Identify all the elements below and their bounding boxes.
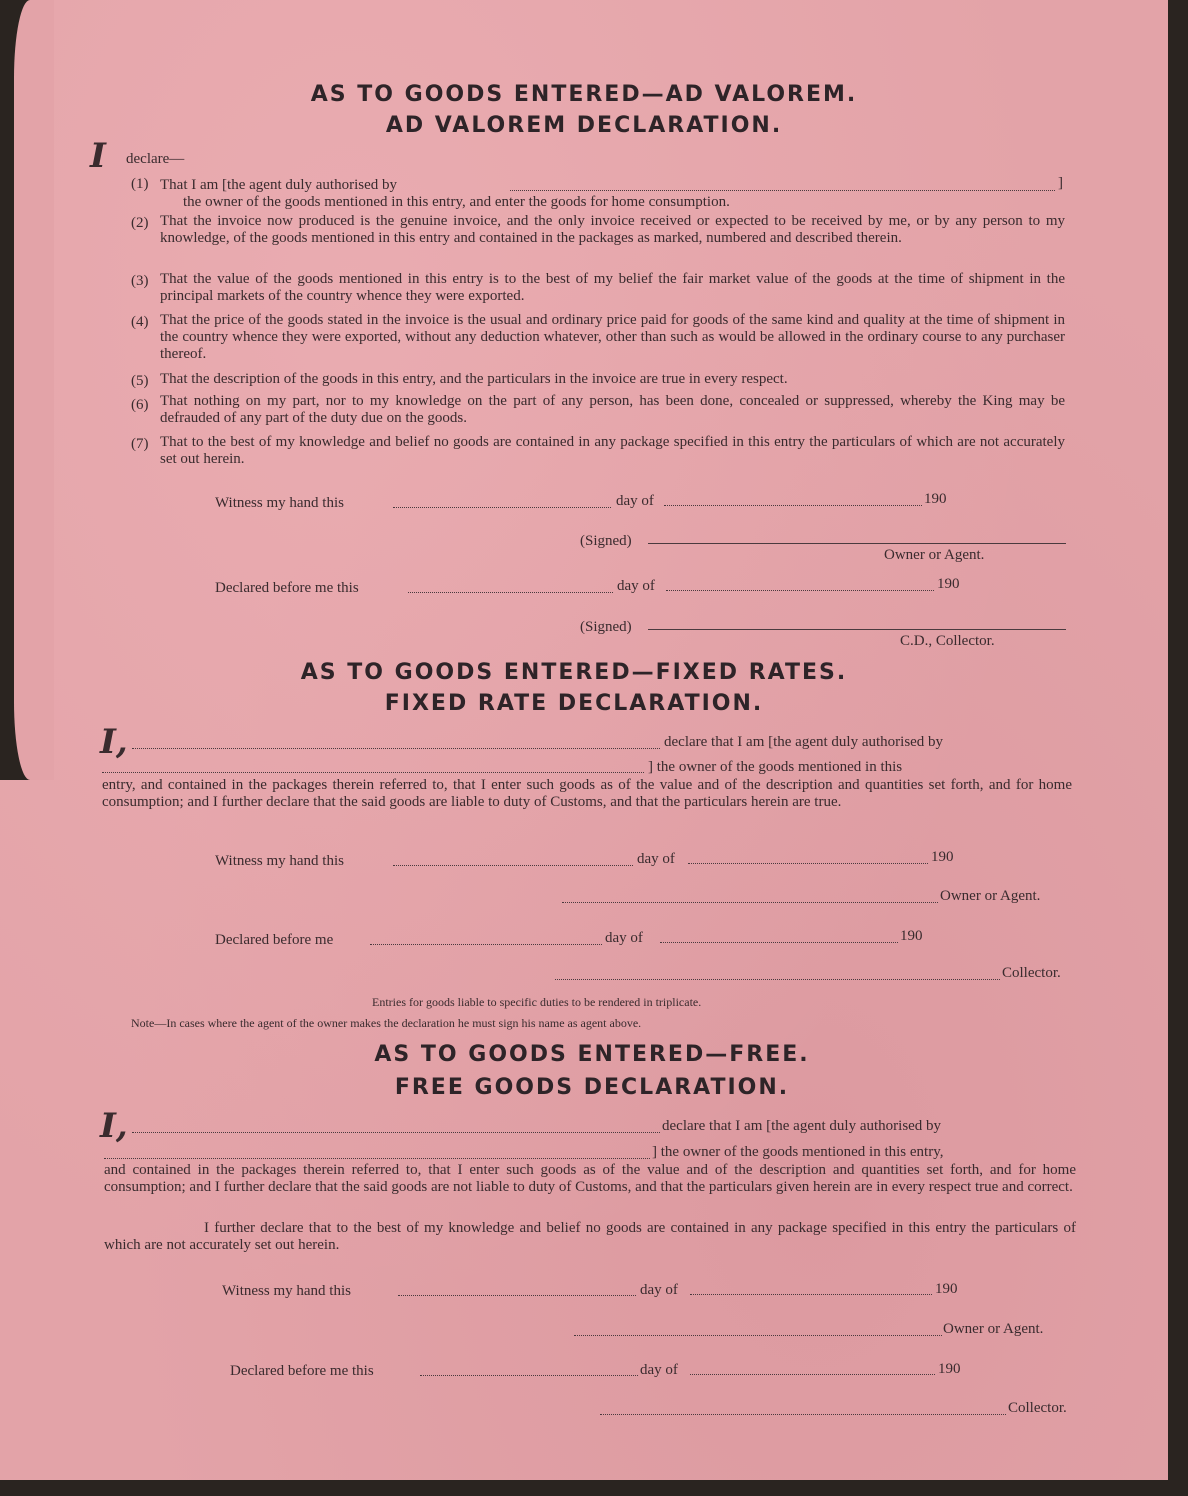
declared-day-field[interactable]	[408, 592, 613, 593]
year-label: 190	[938, 1361, 961, 1377]
owner-name-field[interactable]	[102, 772, 644, 773]
witness-day-field[interactable]	[393, 507, 611, 508]
initial-letter: I	[90, 136, 106, 176]
item-text-2: That the invoice now produced is the genuine invoice, and the only invoice received or expected to be received by me, or by any person to my knowledge, of the goods mentioned in this entry and contained in the packages as marked, numbered and described therein.	[160, 213, 1065, 246]
signed-label: (Signed)	[580, 533, 632, 549]
owner-signature-field[interactable]	[562, 902, 938, 903]
item-number: (4)	[131, 314, 149, 330]
declared-day-field[interactable]	[370, 944, 602, 945]
agent-name-field[interactable]	[510, 190, 1055, 191]
owner-or-agent-label: Owner or Agent.	[884, 547, 985, 563]
item-text: the owner of the goods mentioned in this entry, and enter the goods for home consumption.	[183, 194, 730, 210]
witness-label: Witness my hand this	[215, 853, 344, 869]
free-body-2: I further declare that to the best of my knowledge and belief no goods are contained in any package specified in this entry the particulars of which are not accurately set out herein.	[104, 1220, 1076, 1253]
owner-name-field[interactable]	[104, 1158, 650, 1159]
item-text: That I am [the agent duly authorised by	[160, 177, 398, 193]
fixed-rate-body: entry, and contained in the packages therein referred to, that I enter such goods as of the value and of the description and quantities set forth, and for home consumption; and I further declare that the said goods are liable to duty of Customs, and that the particulars herein are true.	[102, 777, 1072, 810]
free-body: and contained in the packages therein referred to, that I enter such goods as of the value and of the description and quantities set forth, and for home consumption; and I further declare that the said goods are not liable to duty of Customs, and that the particulars given herein are in every respect true and correct.	[104, 1162, 1076, 1195]
day-of-label: day of	[640, 1282, 678, 1298]
day-of-label: day of	[637, 851, 675, 867]
witness-label: Witness my hand this	[215, 495, 344, 511]
item-number: (3)	[131, 273, 149, 289]
item-text	[160, 213, 1065, 247]
signed-label: (Signed)	[580, 619, 632, 635]
ad-valorem-subheading: AD VALOREM DECLARATION.	[385, 113, 783, 138]
collector-signature-field[interactable]	[600, 1414, 1006, 1415]
year-label: 190	[937, 576, 960, 592]
owner-or-agent-label: Owner or Agent.	[940, 888, 1041, 904]
witness-label: Witness my hand this	[222, 1283, 351, 1299]
declarant-name-field[interactable]	[132, 748, 660, 749]
bracket: ]	[1058, 175, 1063, 191]
declare-text: declare that I am [the agent duly authorised by	[662, 1118, 942, 1134]
initial-letter: I,	[100, 722, 128, 762]
item-number: (6)	[131, 397, 149, 413]
item-text: That nothing on my part, nor to my knowledge on the part of any person, has been done, concealed or suppressed, whereby the King may be defrauded of any part of the duty due on the goods.	[160, 393, 1065, 426]
declare-text: declare that I am [the agent duly authorised by	[664, 734, 944, 750]
declared-before-label: Declared before me	[215, 932, 334, 948]
owner-or-agent-label: Owner or Agent.	[943, 1321, 1044, 1337]
item-number: (2)	[131, 215, 149, 231]
ad-valorem-heading: AS TO GOODS ENTERED—AD VALOREM.	[310, 82, 858, 107]
witness-month-field[interactable]	[690, 1294, 932, 1295]
declared-before-label: Declared before me this	[230, 1363, 374, 1379]
collector-signature-field[interactable]	[648, 629, 1066, 630]
fixed-rates-heading: AS TO GOODS ENTERED—FIXED RATES.	[300, 660, 848, 685]
owner-text: ] the owner of the goods mentioned in this entry,	[652, 1144, 944, 1160]
declared-before-label: Declared before me this	[215, 580, 359, 596]
agent-note: Note—In cases where the agent of the owner makes the declaration he must sign his name as agent above.	[131, 1016, 642, 1030]
witness-day-field[interactable]	[398, 1295, 636, 1296]
item-number: (7)	[131, 436, 149, 452]
item-text: That the description of the goods in this entry, and the particulars in the invoice are true in every respect.	[160, 371, 788, 387]
declarant-name-field[interactable]	[132, 1132, 660, 1133]
year-label: 190	[900, 928, 923, 944]
day-of-label: day of	[640, 1362, 678, 1378]
item-text: That to the best of my knowledge and belief no goods are contained in any package specified in this entry the particulars of which are not accurately set out herein.	[160, 434, 1065, 467]
owner-text: ] the owner of the goods mentioned in this	[648, 759, 903, 775]
declared-month-field[interactable]	[660, 942, 898, 943]
witness-day-field[interactable]	[393, 865, 633, 866]
declared-month-field[interactable]	[666, 590, 934, 591]
declared-month-field[interactable]	[690, 1374, 935, 1375]
witness-month-field[interactable]	[664, 505, 922, 506]
collector-label: Collector.	[1008, 1400, 1067, 1416]
initial-letter: I,	[100, 1106, 128, 1146]
day-of-label: day of	[616, 493, 654, 509]
year-label: 190	[935, 1281, 958, 1297]
collector-label: Collector.	[1002, 965, 1061, 981]
free-subheading: FREE GOODS DECLARATION.	[394, 1075, 790, 1100]
day-of-label: day of	[617, 578, 655, 594]
declared-day-field[interactable]	[420, 1375, 638, 1376]
item-number: (5)	[131, 373, 149, 389]
collector-signature-field[interactable]	[555, 979, 1000, 980]
fixed-rates-subheading: FIXED RATE DECLARATION.	[384, 691, 764, 716]
owner-signature-field[interactable]	[574, 1335, 942, 1336]
day-of-label: day of	[605, 930, 643, 946]
free-heading: AS TO GOODS ENTERED—FREE.	[374, 1042, 810, 1067]
item-number: (1)	[131, 176, 149, 192]
item-text: That the price of the goods stated in the invoice is the usual and ordinary price paid for goods of the same kind and quality at the time of shipment in the country whence they were exported, without any deduction whatever, other than such as would be allowed in the ordinary course to any purchaser thereof.	[160, 312, 1065, 362]
triplicate-note: Entries for goods liable to specific duties to be rendered in triplicate.	[372, 995, 702, 1009]
collector-label: C.D., Collector.	[900, 633, 995, 649]
year-label: 190	[931, 849, 954, 865]
signature-field[interactable]	[648, 543, 1066, 544]
witness-month-field[interactable]	[688, 863, 928, 864]
item-text: That the value of the goods mentioned in this entry is to the best of my belief the fair market value of the goods at the time of shipment in the principal markets of the country whence they were exported.	[160, 271, 1065, 304]
year-label: 190	[924, 491, 947, 507]
declare-label: declare—	[126, 151, 185, 167]
